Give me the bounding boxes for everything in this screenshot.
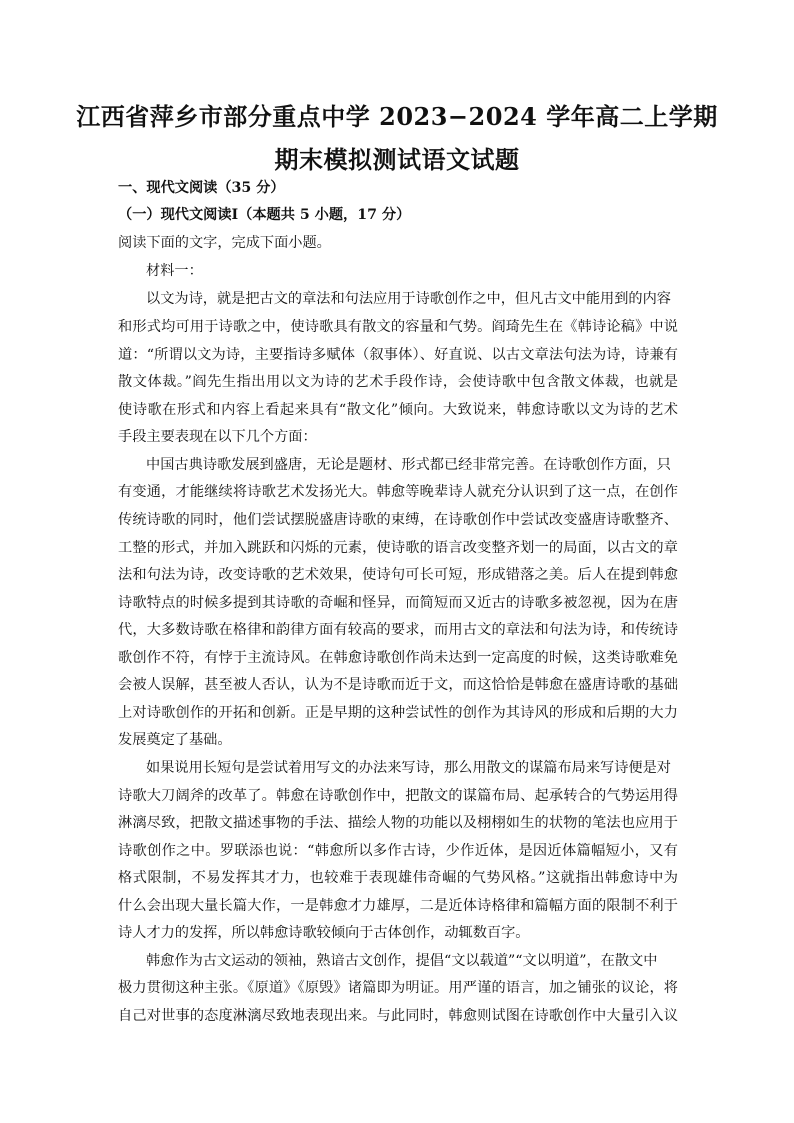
text-line: 什么会出现大量长篇大作，一是韩愈才力雄厚，二是近体诗格律和篇幅方面的限制不利于 <box>118 898 678 914</box>
text-line: 上对诗歌创作的开拓和创新。正是早期的这种尝试性的创作为其诗风的形成和后期的大力 <box>118 705 678 721</box>
text-line: 传统诗歌的同时，他们尝试摆脱盛唐诗歌的束缚，在诗歌创作中尝试改变盛唐诗歌整齐、 <box>118 512 678 528</box>
text-line: 韩愈作为古文运动的领袖，熟谙古文创作，提倡“文以载道”“文以明道”，在散文中 <box>146 953 658 969</box>
document-title-line-1: 江西省萍乡市部分重点中学 2023−2024 学年高二上学期 <box>76 102 718 131</box>
text-line: 淋漓尽致，把散文描述事物的手法、描绘人物的功能以及栩栩如生的状物的笔法也应用于 <box>118 815 678 831</box>
text-line: 自己对世事的态度淋漓尽致地表现出来。与此同时，韩愈则试图在诗歌创作中大量引入议 <box>118 1008 678 1024</box>
text-line: 道：“所谓以文为诗，主要指诗多赋体（叙事体）、好直说、以古文章法句法为诗，诗兼有 <box>118 347 678 363</box>
text-line: 诗人才力的发挥，所以韩愈诗歌较倾向于古体创作，动辄数百字。 <box>118 925 530 941</box>
text-line: 发展奠定了基础。 <box>118 732 232 748</box>
reading-instruction: 阅读下面的文字，完成下面小题。 <box>118 235 331 251</box>
text-line: 法和句法为诗，改变诗歌的艺术效果，使诗句可长可短，形成错落之美。后人在提到韩愈 <box>118 567 678 583</box>
text-line: 中国古典诗歌发展到盛唐，无论是题材、形式都已经非常完善。在诗歌创作方面，只 <box>146 457 671 473</box>
material-label: 材料一： <box>146 263 203 279</box>
text-line: 有变通，才能继续将诗歌艺术发扬光大。韩愈等晚辈诗人就充分认识到了这一点，在创作 <box>118 484 678 500</box>
text-line: 会被人误解，甚至被人否认，认为不是诗歌而近于文，而这恰恰是韩愈在盛唐诗歌的基础 <box>118 677 678 693</box>
text-line: 以文为诗，就是把古文的章法和句法应用于诗歌创作之中，但凡古文中能用到的内容 <box>146 291 671 307</box>
text-line: 和形式均可用于诗歌之中，使诗歌具有散文的容量和气势。阎琦先生在《韩诗论稿》中说 <box>118 319 678 335</box>
text-line: 散文体裁。”阎先生指出用以文为诗的艺术手段作诗，会使诗歌中包含散文体裁，也就是 <box>118 374 678 390</box>
text-line: 极力贯彻这种主张。《原道》《原毁》诸篇即为明证。用严谨的语言，加之铺张的议论，将 <box>118 980 678 996</box>
document-title-line-2: 期末模拟测试语文试题 <box>274 145 520 174</box>
text-line: 格式限制，不易发挥其才力，也较难于表现雄伟奇崛的气势风格。”这就指出韩愈诗中为 <box>118 870 678 886</box>
text-line: 诗歌创作之中。罗联添也说：“韩愈所以多作古诗，少作近体，是因近体篇幅短小，又有 <box>118 843 678 859</box>
subsection-heading: （一）现代文阅读Ⅰ（本题共 5 小题，17 分） <box>118 207 411 223</box>
text-line: 工整的形式，并加入跳跃和闪烁的元素，使诗歌的语言改变整齐划一的局面，以古文的章 <box>118 540 678 556</box>
text-line: 诗歌大刀阔斧的改革了。韩愈在诗歌创作中，把散文的谋篇布局、起承转合的气势运用得 <box>118 788 678 804</box>
text-line: 如果说用长短句是尝试着用写文的办法来写诗，那么用散文的谋篇布局来写诗便是对 <box>146 760 671 776</box>
section-heading: 一、现代文阅读（35 分） <box>118 180 285 196</box>
text-line: 歌创作不符，有悖于主流诗风。在韩愈诗歌创作尚未达到一定高度的时候，这类诗歌难免 <box>118 650 678 666</box>
text-line: 代，大多数诗歌在格律和韵律方面有较高的要求，而用古文的章法和句法为诗，和传统诗 <box>118 622 678 638</box>
text-line: 使诗歌在形式和内容上看起来具有“散文化”倾向。大致说来，韩愈诗歌以文为诗的艺术 <box>118 402 678 418</box>
text-line: 诗歌特点的时候多提到其诗歌的奇崛和怪异，而简短而又近古的诗歌多被忽视，因为在唐 <box>118 595 678 611</box>
text-line: 手段主要表现在以下几个方面： <box>118 429 317 445</box>
